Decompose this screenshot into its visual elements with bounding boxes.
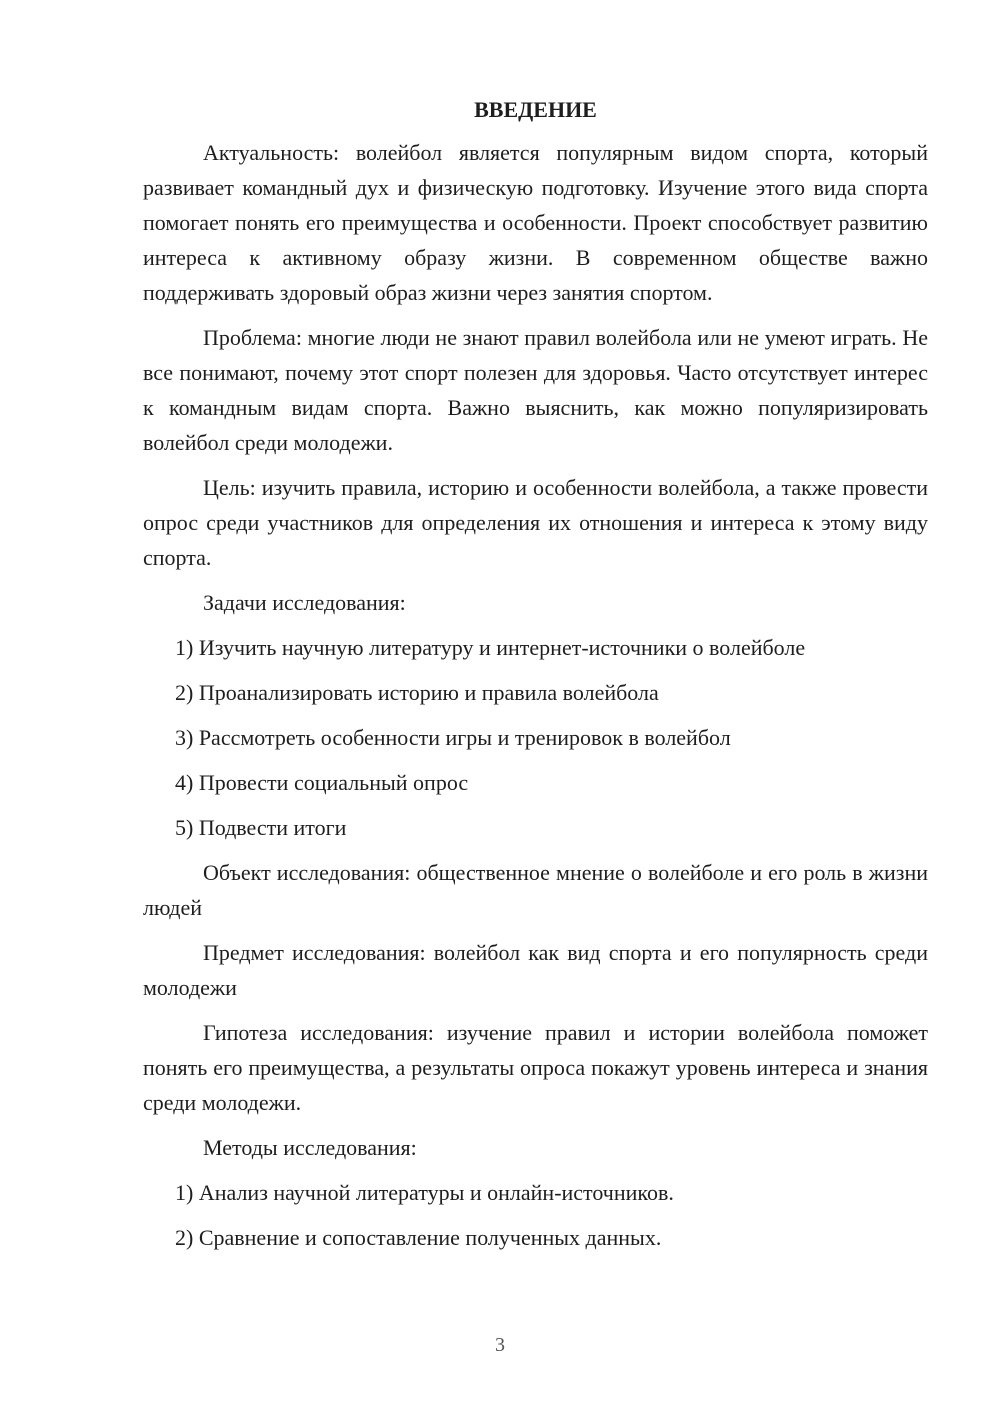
methods-list	[143, 1175, 928, 1255]
paragraph-relevance: Актуальность: волейбол является популярным видом спорта, который развивает командный дух и физическую подготовку. Изучение этого вида спорта помогает понять его преимущества и особенности. Проект способствует развитию интереса к активному образу жизни. В современном обществе важно поддерживать здоровый образ жизни через занятия спортом.	[143, 140, 928, 305]
paragraph-object: Объект исследования: общественное мнение о волейболе и его роль в жизни людей	[143, 860, 928, 920]
list-item-task-4: 4) Провести социальный опрос	[175, 770, 469, 795]
page-number: 3	[495, 1334, 505, 1356]
list-item-method-1: 1) Анализ научной литературы и онлайн-источников.	[175, 1180, 674, 1205]
list-item-task-5: 5) Подвести итоги	[175, 815, 347, 840]
paragraph-problem: Проблема: многие люди не знают правил волейбола или не умеют играть. Не все понимают, почему этот спорт полезен для здоровья. Часто отсутствует интерес к командным видам спорта. Важно выяснить, как можно популяризировать волейбол среди молодежи.	[143, 325, 928, 455]
list-item-method-2: 2) Сравнение и сопоставление полученных данных.	[175, 1225, 662, 1250]
methods-title: Методы исследования:	[203, 1135, 417, 1160]
paragraph-subject: Предмет исследования: волейбол как вид спорта и его популярность среди молодежи	[143, 940, 928, 1000]
paragraph-hypothesis: Гипотеза исследования: изучение правил и истории волейбола поможет понять его преимущества, а результаты опроса покажут уровень интереса и знания среди молодежи.	[143, 1020, 928, 1115]
document-page	[143, 95, 928, 1265]
tasks-title: Задачи исследования:	[203, 590, 406, 615]
section-heading: ВВЕДЕНИЕ	[474, 97, 597, 122]
paragraph-goal: Цель: изучить правила, историю и особенности волейбола, а также провести опрос среди участников для определения их отношения и интереса к этому виду спорта.	[143, 475, 928, 570]
list-item-task-3: 3) Рассмотреть особенности игры и тренировок в волейбол	[175, 725, 731, 750]
tasks-list	[143, 630, 928, 845]
list-item-task-2: 2) Проанализировать историю и правила волейбола	[175, 680, 659, 705]
list-item-task-1: 1) Изучить научную литературу и интернет-источники о волейболе	[175, 635, 806, 660]
